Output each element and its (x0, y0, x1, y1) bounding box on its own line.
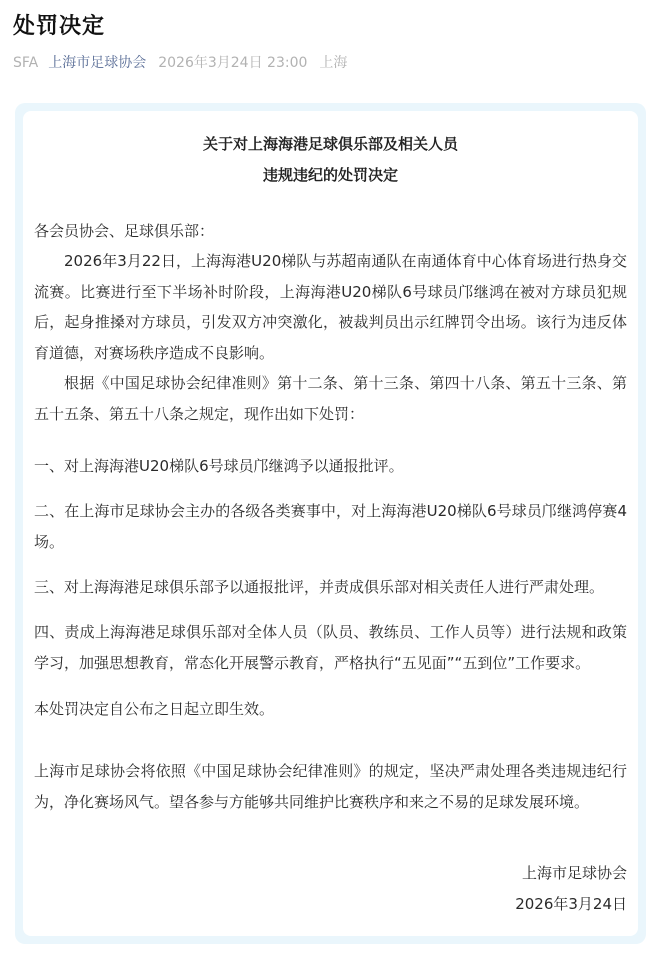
article-meta (13, 53, 347, 73)
source-label: SFA (13, 55, 39, 71)
penalty-item-1: 一、对上海海港U20梯队6号球员邝继鸿予以通报批评。 (34, 457, 404, 475)
publish-location: 上海 (319, 55, 348, 71)
document-card-frame (15, 103, 646, 944)
closing-paragraph: 上海市足球协会将依照《中国足球协会纪律准则》的规定，坚决严肃处理各类违规违纪行为，净化赛场风气。望各参与方能够共同维护比赛秩序和来之不易的足球发展环境。 (34, 762, 627, 811)
signature-date: 2026年3月24日 (515, 895, 627, 913)
signature-organization: 上海市足球协会 (521, 864, 627, 882)
article-title: 处罚决定 (13, 14, 106, 39)
penalty-item-3: 三、对上海海港足球俱乐部予以通报批评，并责成俱乐部对相关责任人进行严肃处理。 (34, 578, 605, 596)
publish-time: 2026年3月24日 23:00 (158, 55, 308, 71)
penalty-item-2: 二、在上海市足球协会主办的各级各类赛事中，对上海海港U20梯队6号球员邝继鸿停赛4场。 (34, 502, 627, 551)
penalty-item-4: 四、责成上海海港足球俱乐部对全体人员（队员、教练员、工作人员等）进行法规和政策学习，加强思想教育，常态化开展警示教育，严格执行“五见面”“五到位”工作要求。 (34, 623, 627, 672)
salutation: 各会员协会、足球俱乐部： (34, 222, 215, 240)
document-heading-line1: 关于对上海海港足球俱乐部及相关人员 (202, 135, 458, 153)
document-heading-line2: 违规违纪的处罚决定 (262, 166, 398, 184)
document-card (23, 111, 638, 936)
account-link[interactable]: 上海市足球协会 (48, 55, 147, 71)
basis-paragraph: 根据《中国足球协会纪律准则》第十二条、第十三条、第四十八条、第五十三条、第五十五条、第五十八条之规定，现作出如下处罚： (34, 374, 627, 423)
facts-paragraph: 2026年3月22日，上海海港U20梯队与苏超南通队在南通体育中心体育场进行热身交流赛。比赛进行至下半场补时阶段，上海海港U20梯队6号球员邝继鸿在被对方球员犯规后，起身推搡对方球员，引发双方冲突激化，被裁判员出示红牌罚令出场。该行为违反体育道德，对赛场秩序造成不良影响。 (34, 252, 627, 362)
effective-statement: 本处罚决定自公布之日起立即生效。 (34, 700, 275, 718)
